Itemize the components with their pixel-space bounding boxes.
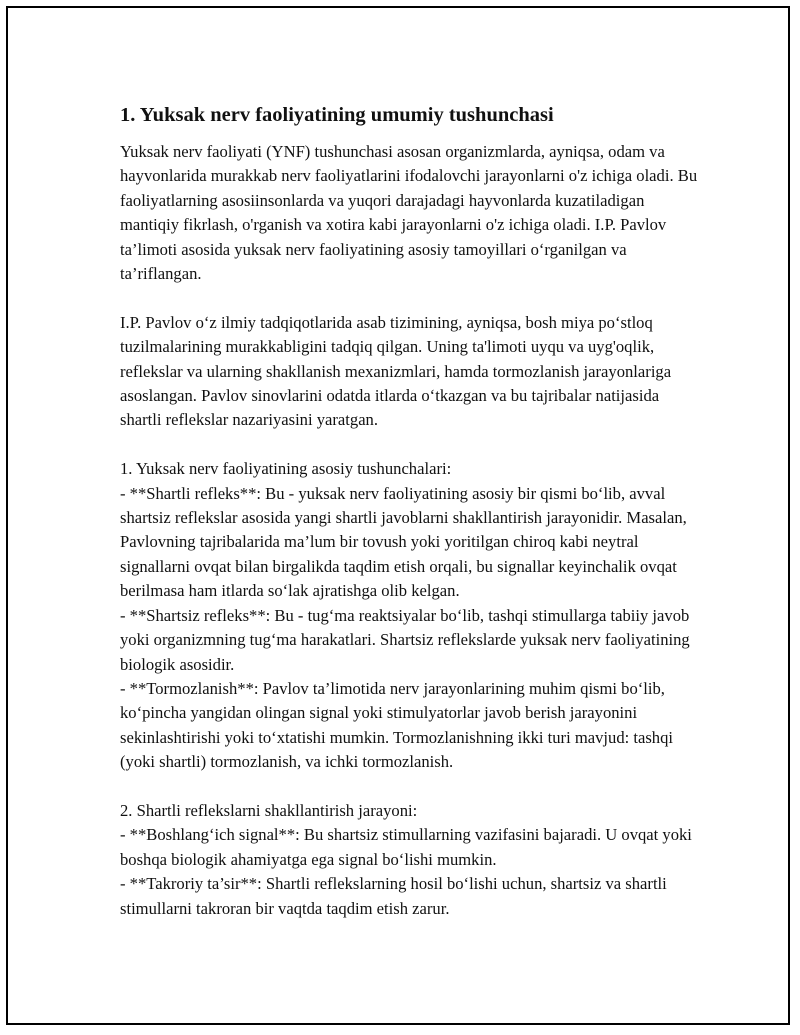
list-item-unconditioned-reflex: - **Shartsiz refleks**: Bu - tug‘ma reaktsiyalar bo‘lib, tashqi stimullarga tabiiy javob yoki organizmning tug‘ma harakatlari. Shartsiz reflekslarde yuksak nerv faoliyatining biologik asosidir. xyxy=(120,605,690,674)
section-basic-concepts xyxy=(120,457,700,774)
paragraph-gap xyxy=(120,775,700,799)
paragraph-gap xyxy=(120,433,700,457)
intro-paragraph: Yuksak nerv faoliyati (YNF) tushunchasi asosan organizmlarda, ayniqsa, odam va hayvonlarida murakkab nerv faoliyatlarini ifodalovchi jarayonlarni o'z ichiga oladi. Bu faoliyatlarning asosiinsonlarda va yuqori darajadagi hayvonlarda kuzatiladigan mantiqiy fikrlash, o'rganish va xotira kabi jarayonlarni o'z ichiga oladi. I.P. Pavlov ta’limoti asosida yuksak nerv faoliyatining asosiy tamoyillari o‘rganilgan va ta’riflangan. xyxy=(120,142,698,284)
document-page xyxy=(6,6,790,1025)
list-item-initial-signal: - **Boshlang‘ich signal**: Bu shartsiz stimullarning vazifasini bajaradi. U ovqat yoki boshqa biologik ahamiyatga ega signal bo‘lishi mumkin. xyxy=(120,825,692,869)
section-heading: 2. Shartli reflekslarni shakllantirish jarayoni: xyxy=(120,800,418,820)
page-title: 1. Yuksak nerv faoliyatining umumiy tushunchasi xyxy=(120,104,554,126)
list-item-inhibition: - **Tormozlanish**: Pavlov ta’limotida nerv jarayonlarining muhim qismi bo‘lib, ko‘pincha yangidan olingan signal yoki stimulyatorlar javob berish jarayonini sekinlashtirishi yoki to‘xtatishi mumkin. Tormozlanishning ikki turi mavjud: tashqi (yoki shartli) tormozlanish, va ichki tormozlanish. xyxy=(120,678,674,772)
section-heading: 1. Yuksak nerv faoliyatining asosiy tushunchalari: xyxy=(120,459,452,479)
section-reflex-formation xyxy=(120,799,700,921)
pavlov-paragraph: I.P. Pavlov o‘z ilmiy tadqiqotlarida asab tizimining, ayniqsa, bosh miya po‘stloq tuzilmalarining murakkabligini tadqiq qilgan. Uning ta'limoti uyqu va uyg'oqlik, reflekslar va ularning shakllanish mexanizmlari, hamda tormozlanish jarayonlariga asoslangan. Pavlov sinovlarini odatda itlarda o‘tkazgan va bu tajribalar natijasida shartli reflekslar nazariyasini yaratgan. xyxy=(120,312,672,430)
list-item-repeated-exposure: - **Takroriy ta’sir**: Shartli reflekslarning hosil bo‘lishi uchun, shartsiz va shartli stimullarni takroran bir vaqtda taqdim etish zarur. xyxy=(120,874,667,918)
document-content xyxy=(120,100,700,921)
paragraph-gap xyxy=(120,286,700,310)
list-item-conditioned-reflex: - **Shartli refleks**: Bu - yuksak nerv faoliyatining asosiy bir qismi bo‘lib, avval shartsiz reflekslar asosida yangi shartli javoblarni shakllantirish jarayonidir. Masalan, Pavlovning tajribalarida ma’lum bir tovush yoki yoritilgan chiroq kabi neytral signallarni ovqat bilan birgalikda taqdim etish orqali, bu signallar keyinchalik ovqat berilmasa ham itlarda so‘lak ajratishga olib kelgan. xyxy=(120,483,687,601)
